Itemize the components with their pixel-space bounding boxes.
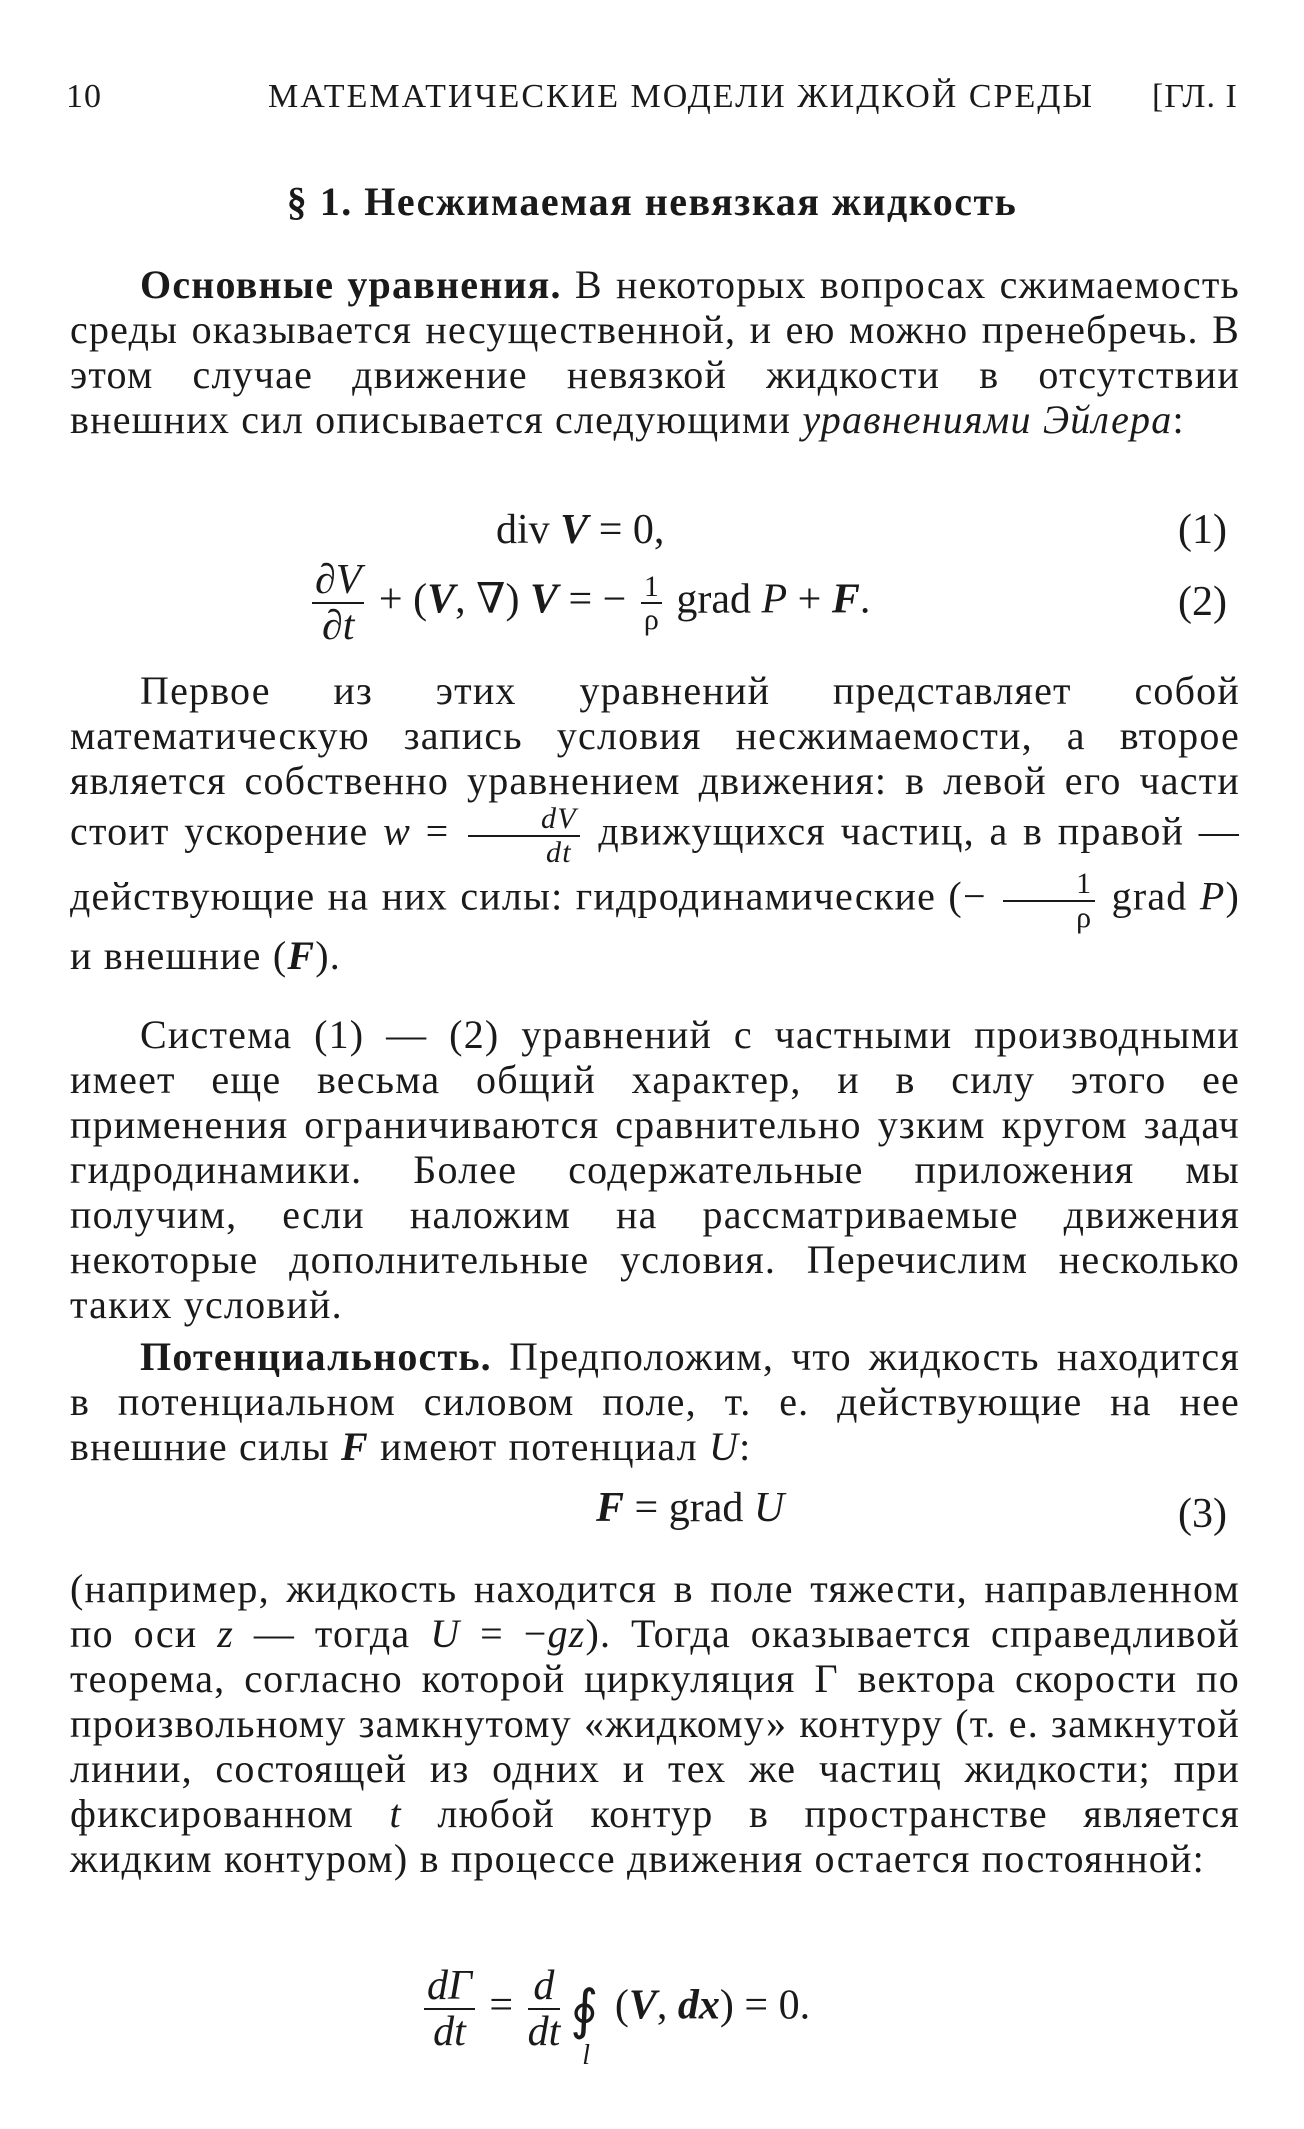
paragraph-system: Система (1) — (2) уравнений с частными производными имеет еще весьма общий характер, и в силу этого ее применения ограничиваются сравнительно узким кругом задач гидродинамики. Более содержательные приложения мы получим, если наложим на рассматриваемые движения некоторые дополнительные условия. Перечислим несколько таких условий. <box>70 1012 1240 1327</box>
running-title: МАТЕМАТИЧЕСКИЕ МОДЕЛИ ЖИДКОЙ СРЕДЫ <box>268 78 1095 115</box>
chapter-label: [ГЛ. I <box>1152 78 1238 115</box>
paragraph-heading: Потенциальность. <box>140 1334 492 1379</box>
section-title: § 1. Несжимаемая невязкая жидкость <box>286 179 1018 224</box>
equation-3-number: (3) <box>1178 1491 1227 1537</box>
paragraph-circulation: (например, жидкость находится в поле тяжести, направленном по оси z — тогда U = −gz). Тогда оказывается справедливой теорема, согласно которой циркуляция Г вектора скорости по произвольному замкнутому «жидкому» контуру (т. е. замкнутой линии, состоящей из одних и тех же частиц жидкости; при фиксированном t любой контур в пространстве является жидким контуром) в процессе движения остается постоянной: <box>70 1566 1240 1881</box>
equation-2: $\frac{\partial V}{\partial t}$ + (V, ∇) V = − $\frac{1}{\rho}$ grad P + F. <box>308 558 870 648</box>
paragraph-heading: Основные уравнения. <box>140 262 562 307</box>
fraction: $\frac{dГ}{dt}$ <box>424 1964 475 2054</box>
page-number: 10 <box>66 78 102 115</box>
equation-1: div V = 0, <box>496 507 665 553</box>
equation-2-number: (2) <box>1178 579 1227 625</box>
paragraph-first-equation: Первое из этих уравнений представляет собой математическую запись условия несжимаемости, а второе является собственно уравнением движения: в левой его части стоит ускорение w = $\frac{dV}{dt}$ движущихся частиц, а в правой — действующие на них силы: гидродинамические (− $\frac{1}{\rho}$ grad P) и внешние (F). <box>70 668 1241 978</box>
equation-3: F = grad U <box>596 1485 785 1531</box>
fraction: $\frac{1}{\rho}$ <box>641 571 662 636</box>
equation-1-number: (1) <box>1178 507 1227 553</box>
contour-integral: ∮ l <box>570 1979 599 2071</box>
equation-4: $\frac{dГ}{dt}$ = $\frac{d}{dt}$ ∮ l (V, dx) = 0. <box>420 1964 810 2054</box>
emphasized-term: уравнениями Эйлера <box>802 397 1173 442</box>
paragraph-text: В некоторых вопросах сжимаемость среды оказывается несущественной, и ею можно пренебречь. В этом случае движение невязкой жидкости в отсутствии внешних сил описывается следующими <box>70 262 1240 442</box>
fraction: $\frac{\partial V}{\partial t}$ <box>312 558 364 648</box>
paragraph-potentiality: Потенциальность. Предположим, что жидкость находится в потенциальном силовом поле, т. е. действующие на нее внешние силы F имеют потенциал U: <box>70 1334 1240 1469</box>
fraction: $\frac{d}{dt}$ <box>527 1963 561 2056</box>
fraction: $\frac{dV}{dt}$ <box>468 803 580 868</box>
paragraph-basic-equations: Основные уравнения. В некоторых вопросах сжимаемость среды оказывается несущественной, и ею можно пренебречь. В этом случае движение невязкой жидкости в отсутствии внешних сил описывается следующими уравнениями Эйлера: <box>70 262 1240 442</box>
fraction: $\frac{1}{\rho}$ <box>1003 868 1095 933</box>
